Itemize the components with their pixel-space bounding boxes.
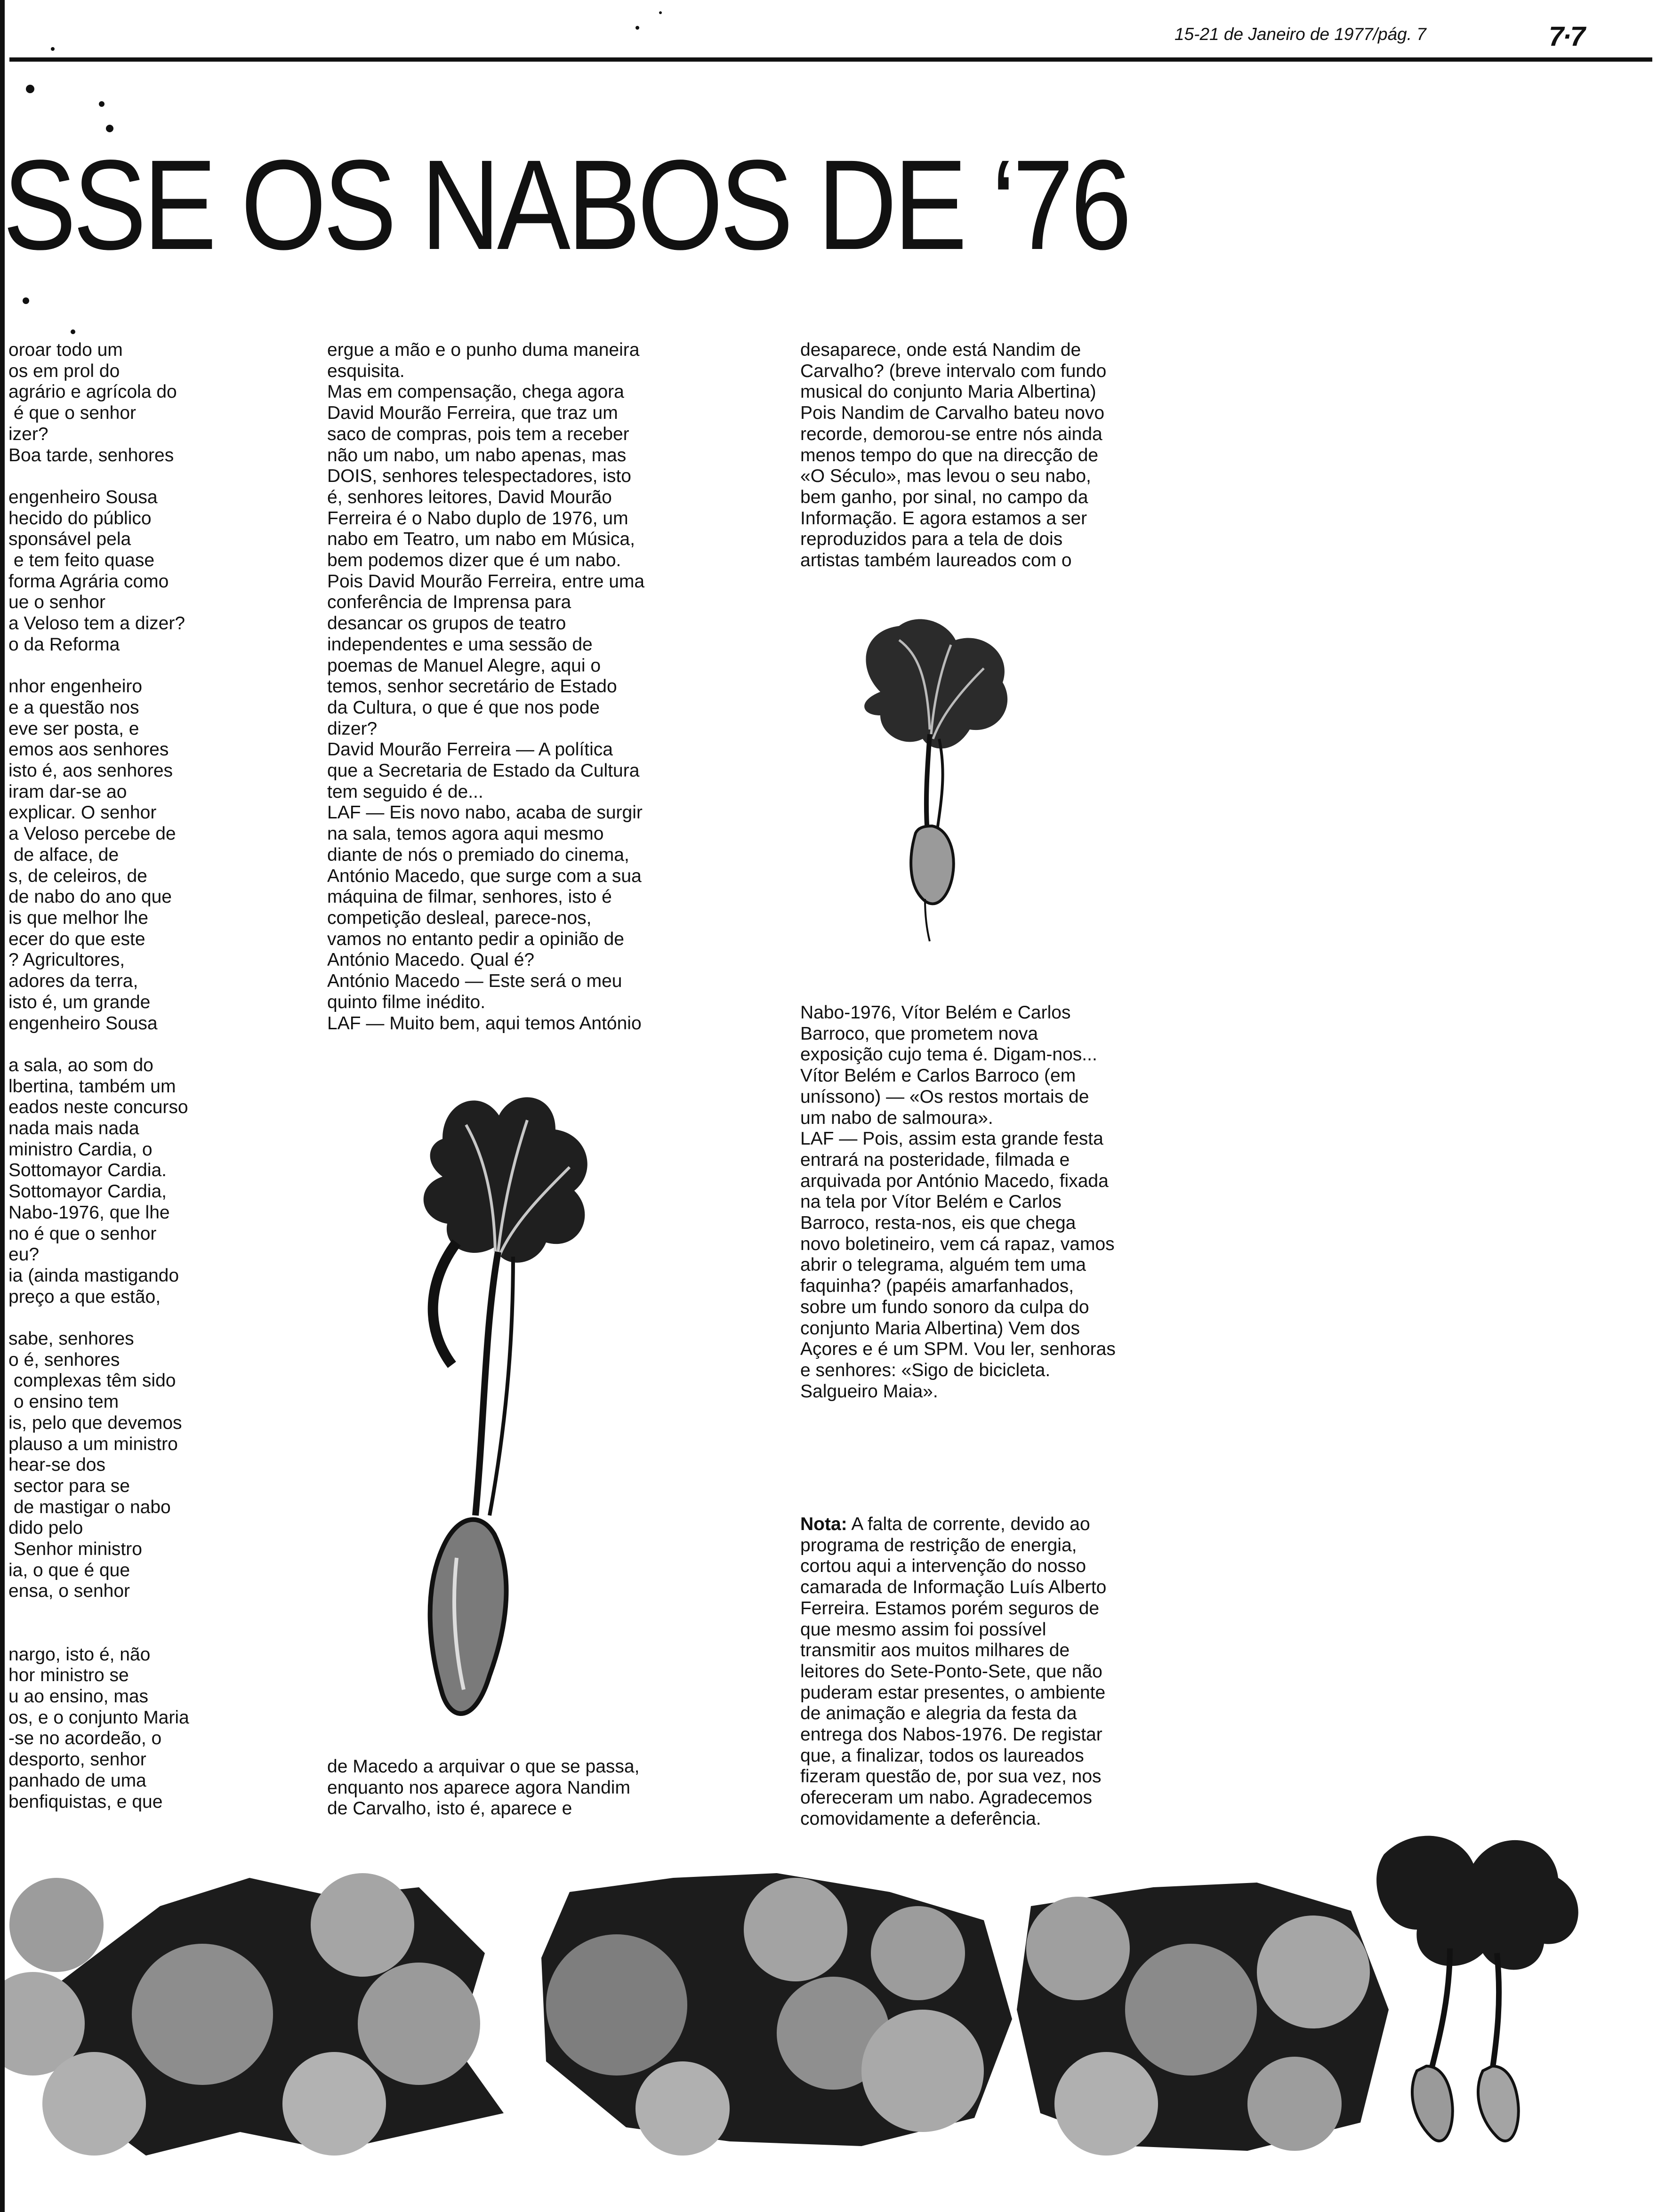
- turnip-large-photo: [372, 1082, 617, 1732]
- article-column-middle-continued: de Macedo a arquivar o que se passa, enquanto nos aparece agora Nandim de Carvalho, isto é, aparece e: [327, 1756, 640, 1819]
- page-headline: SSE OS NABOS DE ‘76: [3, 133, 1129, 276]
- turnip-pile-1: [5, 1868, 513, 2160]
- article-column-right: desaparece, onde está Nandim de Carvalho? (breve intervalo com fundo musical do conjunto Maria Albertina) Pois Nandim de Carvalho bateu novo recorde, demorou-se entre nós ainda menos tempo do que na direcção de «O Século», mas levou o seu nabo, bem ganho, por sinal, no campo da Informação. E agora estamos a ser reproduzidos para a tela de dois artistas também laureados com o: [800, 340, 1107, 571]
- publication-logo: 7·7: [1549, 21, 1584, 52]
- header-rule: [9, 57, 1652, 62]
- turnip-pile-3: [1012, 1868, 1398, 2160]
- article-column-middle: ergue a mão e o punho duma maneira esquisita. Mas em compensação, chega agora David Mourão Ferreira, que traz um saco de compras, pois tem a receber não um nabo, um nabo apenas, mas DOIS, senhores telespectadores, isto é, senhores leitores, David Mourão Ferreira é o Nabo duplo de 1976, um nabo em Teatro, um nabo em Música, bem podemos dizer que é um nabo. Pois David Mourão Ferreira, entre uma conferência de Imprensa para desancar os grupos de teatro independentes e uma sessão de poemas de Manuel Alegre, aqui o temos, senhor secretário de Estado da Cultura, o que é que nos pode dizer? David Mourão Ferreira — A política que a Secretaria de Estado da Cultura tem seguido é de... LAF — Eis novo nabo, acaba de surgir na sala, temos agora aqui mesmo diante de nós o premiado do cinema, António Macedo, que surge com a sua máquina de filmar, senhores, isto é competição desleal, parece-nos, vamos no entanto pedir a opinião de António Macedo. Qual é? António Macedo — Este será o meu quinto filme inédito. LAF — Muito bem, aqui temos António: [327, 340, 645, 1034]
- article-column-left: oroar todo um os em prol do agrário e agrícola do é que o senhor izer? Boa tarde, senhores engenheiro Sousa hecido do público sponsável pela e tem feito quase forma Agrária como ue o senhor a Veloso tem a dizer? o da Reforma nhor engenheiro e a questão nos eve ser posta, e emos aos senhores isto é, aos senhores iram dar-se ao explicar. O senhor a Veloso percebe de de alface, de s, de celeiros, de de nabo do ano que is que melhor lhe ecer do que este ? Agricultores, adores da terra, isto é, um grande engenheiro Sousa a sala, ao som do lbertina, também um eados neste concurso nada mais nada ministro Cardia, o Sottomayor Cardia. Sottomayor Cardia, Nabo-1976, que lhe no é que o senhor eu? ia (ainda mastigando preço a que estão, sabe, senhores o é, senhores complexas têm sido o ensino tem is, pelo que devemos plauso a um ministro hear-se dos sector para se de mastigar o nabo dido pelo Senhor ministro ia, o que é que ensa, o senhor nargo, isto é, não hor ministro se u ao ensino, mas os, e o conjunto Maria -se no acordeão, o desporto, senhor panhado de uma benfiquistas, e que: [8, 340, 189, 1812]
- turnip-small-photo: [828, 612, 1026, 951]
- note-text: A falta de corrente, devido ao programa de restrição de energia, cortou aqui a intervenção do nosso camarada de Informação Luís Alberto Ferreira. Estamos porém seguros de que mesmo assim foi possível transmitir aos muitos milhares de leitores do Sete-Ponto-Sete, que não puderam estar presentes, o ambiente de animação e alegria da festa da entrega dos Nabos-1976. De registar que, a finalizar, todos os laureados fizeram questão de, por sua vez, nos ofereceram um nabo. Agradecemos comovidamente a deferência.: [800, 1514, 1107, 1829]
- editorial-note: [800, 1514, 1186, 1830]
- article-column-right-continued: Nabo-1976, Vítor Belém e Carlos Barroco, que prometem nova exposição cujo tema é. Digam-nos... Vítor Belém e Carlos Barroco (em uníssono) — «Os restos mortais de um nabo de salmoura». LAF — Pois, assim esta grande festa entrará na posteridade, filmada e arquivada por António Macedo, fixada na tela por Vítor Belém e Carlos Barroco, resta-nos, eis que chega novo boletineiro, vem cá rapaz, vamos abrir o telegrama, alguém tem uma faquinha? (papéis amarfanhados, sobre um fundo sonoro da culpa do conjunto Maria Albertina) Vem dos Açores e é um SPM. Vou ler, senhoras e senhores: «Sigo de bicicleta. Salgueiro Maia».: [800, 1002, 1116, 1402]
- page-edge: [0, 0, 5, 2212]
- turnip-pile-2: [532, 1864, 1026, 2156]
- issue-date: 15-21 de Janeiro de 1977/pág. 7: [1174, 24, 1426, 44]
- turnip-pair-photo: [1356, 1826, 1601, 2146]
- note-label: Nota:: [800, 1514, 847, 1534]
